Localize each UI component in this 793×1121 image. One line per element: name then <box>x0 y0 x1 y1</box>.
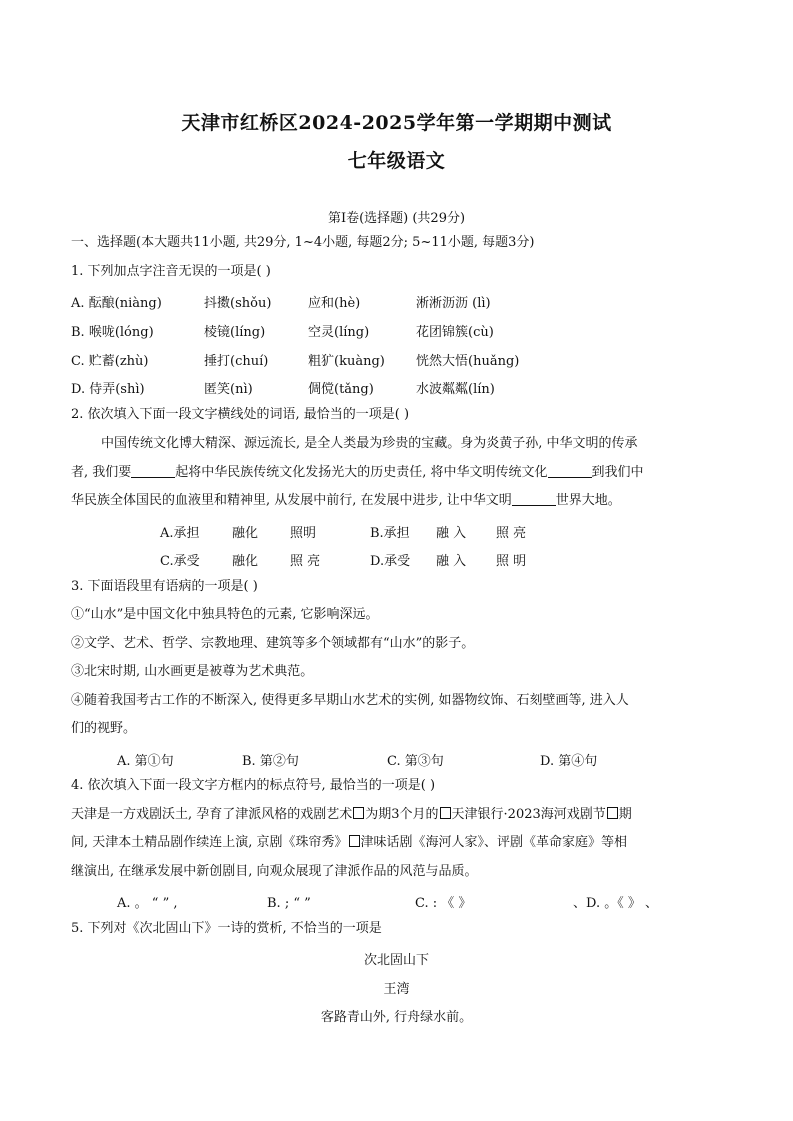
q3-sentence-2: ②文学、艺术、哲学、宗教地理、建筑等多个领域都有“山水”的影子。 <box>71 636 475 651</box>
poem-title: 次北固山下 <box>363 953 429 968</box>
question-5-stem: 5. 下列对《次北固山下》一诗的赏析, 不恰当的一项是 <box>71 921 382 936</box>
q4-l1-a: 天津是一方戏剧沃土, 孕育了津派风格的戏剧艺术 <box>71 807 353 822</box>
q2-opt-d2: 融 入 <box>436 554 467 569</box>
exam-subtitle: 七年级语文 <box>347 150 446 172</box>
q2-opt-c2: 融化 <box>232 554 259 569</box>
q2-options-row-2 <box>160 550 526 569</box>
q2-passage-line-1: 中国传统文化博大精深、源远流长, 是全人类最为珍贵的宝藏。身为炎黄子孙, 中华文明的传承 <box>101 436 638 451</box>
q1-b-3: 空灵(líng) <box>308 325 370 340</box>
q1-c-3: 粗犷(kuàng) <box>308 354 385 369</box>
q4-l2-a: 间, 天津本土精品剧作续连上演, 京剧《珠帘秀》 <box>71 835 348 850</box>
q2-opt-b1: B.承担 <box>370 526 410 541</box>
q2-opt-b2: 融 入 <box>436 526 467 541</box>
q3-opt-b: B. 第②句 <box>242 754 299 769</box>
q2-opt-a2: 融化 <box>232 526 259 541</box>
q2-p3-a: 华民族全体国民的血液里和精神里, 从发展中前行, 在发展中进步, 让中华文明 <box>71 493 512 508</box>
answer-blank <box>548 465 592 478</box>
q2-p2-b: 起将中华民族传统文化发扬光大的历史责任, 将中华文明传统文化 <box>175 465 548 480</box>
q1-b-2: 棱镜(líng) <box>204 325 266 340</box>
q3-sentence-4b: 们的视野。 <box>71 721 137 736</box>
punctuation-box <box>353 807 364 819</box>
q2-opt-b3: 照 亮 <box>496 526 527 541</box>
q1-b-1: B. 喉咙(lóng) <box>71 325 154 340</box>
exam-title: 天津市红桥区2024-2025学年第一学期期中测试 <box>181 112 612 134</box>
question-2-stem: 2. 依次填入下面一段文字横线处的词语, 最恰当的一项是( ) <box>71 407 410 422</box>
q2-options-row-1 <box>160 522 526 541</box>
q2-p3-b: 世界大地。 <box>555 493 621 508</box>
q1-a-2: 抖擞(shǒu) <box>204 296 272 311</box>
q4-l1-d: 期 <box>618 807 632 822</box>
q1-c-2: 捶打(chuí) <box>204 354 269 369</box>
q4-opt-c: C. : 《 》 <box>415 896 472 911</box>
q2-p2-a: 者, 我们要 <box>71 465 132 480</box>
q3-opt-a: A. 第①句 <box>117 754 174 769</box>
q2-passage-line-3 <box>71 493 621 509</box>
q3-opt-d: D. 第④句 <box>540 754 598 769</box>
q2-opt-d1: D.承受 <box>370 554 411 569</box>
q4-passage-line-1 <box>71 807 632 823</box>
q4-l2-b: 津味话剧《海河人家》、评剧《革命家庭》等相 <box>360 835 628 850</box>
question-1-stem: 1. 下列加点字注音无误的一项是( ) <box>71 264 271 279</box>
q1-b-4: 花团锦簇(cù) <box>416 325 494 340</box>
q1-c-1: C. 贮蓄(zhù) <box>71 354 149 369</box>
q2-opt-a1: A.承担 <box>160 526 200 541</box>
q3-sentence-4a: ④随着我国考古工作的不断深入, 使得更多早期山水艺术的实例, 如器物纹饰、石刻壁画等, 进入人 <box>71 693 629 708</box>
poem-line-1: 客路青山外, 行舟绿水前。 <box>320 1010 473 1025</box>
punctuation-box <box>607 807 618 819</box>
q4-l1-c: 天津银行·2023海河戏剧节 <box>451 807 606 822</box>
q4-passage-line-2 <box>71 835 627 851</box>
q4-opt-b: B. ; “ ” <box>267 896 311 911</box>
q3-options <box>117 750 597 769</box>
answer-blank <box>131 465 175 478</box>
q1-d-2: 匿笑(nì) <box>204 382 253 397</box>
q4-passage-line-3: 继演出, 在继承发展中新创剧目, 向观众展现了津派作品的风范与品质。 <box>71 864 478 879</box>
poem-author: 王湾 <box>383 982 410 997</box>
q1-c-4: 恍然大悟(huǎng) <box>416 354 520 369</box>
q2-opt-a3: 照明 <box>290 526 317 541</box>
q3-sentence-3: ③北宋时期, 山水画更是被尊为艺术典范。 <box>71 664 314 679</box>
q2-opt-c3: 照 亮 <box>290 554 321 569</box>
q1-a-3: 应和(hè) <box>308 296 361 311</box>
section-heading: 第Ⅰ卷(选择题) (共29分) <box>327 211 466 226</box>
q2-opt-c1: C.承受 <box>160 554 200 569</box>
q3-sentence-1: ①“山水”是中国文化中独具特色的元素, 它影响深远。 <box>71 607 379 622</box>
punctuation-box <box>440 807 451 819</box>
q2-opt-d3: 照 明 <box>496 554 527 569</box>
q1-option-row-d <box>71 378 495 397</box>
punctuation-box <box>349 835 360 847</box>
q1-option-row-a <box>71 292 491 311</box>
q4-options <box>117 892 658 911</box>
q1-d-4: 水波粼粼(lín) <box>416 382 495 397</box>
q1-option-row-b <box>71 321 494 340</box>
q1-option-row-c <box>71 350 519 369</box>
q1-d-3: 倜傥(tǎng) <box>308 382 374 397</box>
q2-passage-line-2 <box>71 465 644 481</box>
q4-opt-a: A. 。 “ ” , <box>117 896 178 911</box>
question-4-stem: 4. 依次填入下面一段文字方框内的标点符号, 最恰当的一项是( ) <box>71 778 436 793</box>
question-3-stem: 3. 下面语段里有语病的一项是( ) <box>71 579 258 594</box>
q3-opt-c: C. 第③句 <box>387 754 444 769</box>
q4-opt-d: 、D. 。《 》 、 <box>573 896 658 911</box>
q1-d-1: D. 侍弄(shì) <box>71 382 145 397</box>
q1-a-1: A. 酝酿(niàng) <box>71 296 162 311</box>
q2-p2-c: 到我们中 <box>591 465 644 480</box>
q4-l1-b: 为期3个月的 <box>365 807 439 822</box>
part-one-instruction: 一、选择题(本大题共11小题, 共29分, 1~4小题, 每题2分; 5~11小题, 每题3分) <box>71 235 535 250</box>
answer-blank <box>512 493 556 506</box>
q1-a-4: 淅淅沥沥 (lì) <box>416 296 491 311</box>
